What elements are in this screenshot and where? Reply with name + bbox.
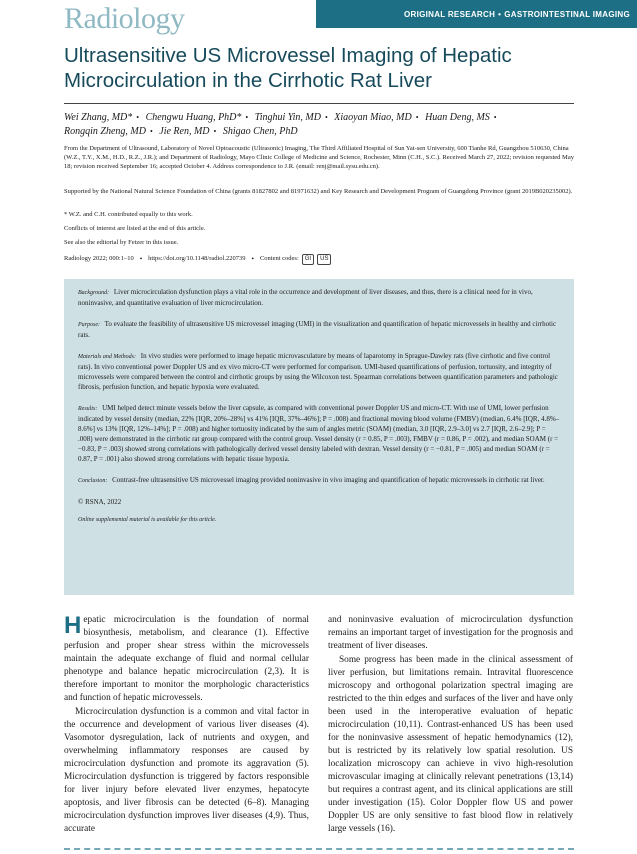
author-separator: • — [136, 113, 140, 122]
author-name: Tinghui Yin, MD — [254, 112, 321, 123]
abstract-label: Results: — [78, 406, 98, 412]
journal-logo: Radiology — [64, 2, 185, 35]
body-text: epatic microcirculation is the foundation of normal biosynthesis, metabolism, and clearance (1). Effective perfusion and proper shear stress within the microvessels maintain the adequate exchange of fluid and normal cellular phenotype and balance hepatic microcirculation (2,3). It is therefore important to monitor the morphologic characteristics and function of hepatic microvessels. — [64, 615, 309, 703]
body-column-right — [328, 614, 573, 837]
editorial-note: See also the editorial by Fetzer in this issue. — [64, 239, 179, 246]
author-name: Rongqin Zheng, MD — [64, 126, 146, 137]
author-name: Shigao Chen, PhD — [222, 126, 298, 137]
content-codes-label: Content codes: — [259, 255, 299, 262]
body-paragraph — [64, 614, 309, 705]
content-code-gi: GI — [302, 254, 314, 265]
title-divider — [64, 103, 574, 104]
abstract-conclusion — [78, 475, 560, 486]
equal-contribution-note: * W.Z. and C.H. contributed equally to this work. — [64, 211, 193, 218]
citation-bullet: • — [139, 255, 143, 263]
abstract-purpose — [78, 319, 560, 340]
citation-bullet: • — [251, 255, 254, 263]
content-code-us: US — [317, 254, 331, 265]
funding-note: Supported by the National Natural Science Foundation of China (grants 81827802 and 81971632) and Key Research and Development Program of Guangdong Province (grant 2019B020235002). — [64, 188, 573, 195]
banner-section: ORIGINAL RESEARCH — [403, 9, 496, 19]
body-paragraph: and noninvasive evaluation of microcirculation dysfunction remains an important target of investigation for the prognosis and treatment of liver diseases. — [328, 615, 573, 651]
abstract-text: To evaluate the feasibility of ultrasensitive US microvessel imaging (UMI) in the visualization and quantification of hepatic microvessels in healthy and cirrhotic rats. — [78, 320, 557, 339]
author-separator: • — [149, 127, 153, 136]
doi-link[interactable]: https://doi.org/10.1148/radiol.220739 — [148, 255, 246, 262]
author-separator: • — [415, 113, 419, 122]
author-list — [64, 111, 574, 139]
abstract-label: Conclusion: — [78, 478, 108, 484]
conflicts-note: Conflicts of interest are listed at the end of this article. — [64, 225, 206, 232]
author-separator: • — [493, 113, 497, 122]
supplemental-note: Online supplemental material is available for this article. — [78, 517, 217, 523]
author-name: Xiaoyan Miao, MD — [334, 112, 412, 123]
author-separator: • — [213, 127, 217, 136]
author-name: Huan Deng, MS — [425, 112, 490, 123]
banner-subsection: GASTROINTESTINAL IMAGING — [504, 9, 630, 19]
abstract-box — [64, 279, 574, 595]
abstract-text: UMI helped detect minute vessels below the liver capsule, as compared with conventional power Doppler US and micro-CT. With use of UMI, lower perfusion indicated by vessel density (median, 22% [IQR, 20%–28%] vs 41% [IQR, 37%–46%]; P = .008) and fractional moving blood volume (FMBV) (median, 6.4% [IQR, 4.8%–8.6%] vs 13% [IQR, 12%–14%]; P = .008) and higher tortuosity indicated by the sum of angles metric (SOAM) (median, 3.0 [IQR, 2.9–3.0] vs 2.7 [IQR, 2.6–2.9]; P = .008) were demonstrated in the cirrhotic rat group compared with the control group. Vessel density (r = 0.85, P = .003), FMBV (r = 0.86, P = .002), and median SOAM (r = −0.83, P = .003) showed strong correlations with pathologically derived vessel density labeled with dextran. Vessel density (r = −0.81, P = .005) and median SOAM (r = 0.87, P = .001) also showed strong correlations with hepatic tissue hypoxia. — [78, 404, 560, 463]
author-name: Jie Ren, MD — [159, 126, 210, 137]
abstract-label: Purpose: — [78, 322, 100, 328]
abstract-methods — [78, 351, 560, 392]
section-banner — [316, 0, 637, 28]
citation-line — [64, 253, 574, 265]
citation-ref: Radiology 2022; 000:1–10 — [64, 255, 134, 262]
body-column-left — [64, 614, 309, 837]
drop-cap: H — [64, 612, 82, 639]
affiliation-note: From the Department of Ultrasound, Laboratory of Novel Optoacoustic (Ultrasonic) Imaging, The Third Affiliated Hospital of Sun Yat-sen University, 600 Tianhe Rd, Guangzhou 510630, China (W.Z., T.Y., X.M., H.D., R.Z., J.R.); and Department of Radiology, Mayo Clinic College of Medicine and Science, Rochester, Minn (C.H., S.C.). Received March 27, 2022; revision requested May 18; revision received September 16; accepted October 4. Address correspondence to J.R. (email: renj@mail.sysu.edu.cn). — [64, 145, 574, 170]
body-paragraph: Microcirculation dysfunction is a common and vital factor in the occurrence and development of various liver diseases (4). Vasomotor dysregulation, lack of nutrients and oxygen, and overwhelming inflammatory responses are caused by microcirculation dysfunction and promote its aggravation (5). Microcirculation dysfunction is triggered by factors responsible for liver injury before elevated liver enzymes, hepatocyte apoptosis, and liver fibrosis can be detected (6–8). Managing microcirculation dysfunction improves liver diseases (4,9). Thus, accurate — [64, 707, 309, 834]
page-bottom-rule — [64, 848, 574, 854]
copyright-line: © RSNA, 2022 — [78, 498, 122, 506]
abstract-results — [78, 403, 560, 464]
body-paragraph: Some progress has been made in the clinical assessment of liver perfusion, but limitations remain. Intravital fluorescence microscopy and orthogonal polarization spectral imaging are restricted to the thin edges and surfaces of the liver and have only been used in the interoperative evaluation of hepatic microcirculation (10,11). Contrast-enhanced US has been used for the noninvasive assessment of hepatic hemodynamics (12), but is restricted by its relatively low spatial resolution. US localization microscopy can achieve in vivo high-resolution microvascular imaging at clinically relevant penetrations (13,14) but requires a contrast agent, and its clinical applications are still under investigation (15). Color Doppler flow US and power Doppler US are only sensitive to fast blood flow in relatively large vessels (16). — [328, 655, 573, 834]
abstract-text: Liver microcirculation dysfunction plays a vital role in the occurrence and development of liver diseases, and thus, there is a clinical need for in vivo, noninvasive, and quantitative evaluation of liver microcirculation. — [78, 288, 533, 307]
abstract-text: In vivo studies were performed to image hepatic microvasculature by means of laparotomy in Sprague-Dawley rats (five cirrhotic and five control rats). In vivo conventional power Doppler US and ex vivo micro-CT were performed for comparison. UMI-based quantifications of perfusion, tortuosity, and integrity of microvessels were compared between the control and cirrhotic groups by using the Wilcoxon test. Spearman correlations between quantification parameters and pathologic fibrosis, perfusion function, and hepatic hypoxia were evaluated. — [78, 352, 558, 391]
article-title: Ultrasensitive US Microvessel Imaging of Hepatic Microcirculation in the Cirrhotic Rat Liver — [64, 44, 512, 92]
author-separator: • — [324, 113, 328, 122]
abstract-label: Background: — [78, 290, 110, 296]
banner-separator: • — [498, 9, 502, 19]
abstract-label: Materials and Methods: — [78, 354, 136, 360]
author-name: Chengwu Huang, PhD* — [145, 112, 242, 123]
abstract-background — [78, 287, 560, 308]
author-name: Wei Zhang, MD* — [64, 112, 133, 123]
abstract-text: Contrast-free ultrasensitive US microvessel imaging provided noninvasive in vivo imaging and quantification of hepatic microvessels in cirrhotic rat liver. — [112, 476, 545, 484]
author-separator: • — [245, 113, 249, 122]
